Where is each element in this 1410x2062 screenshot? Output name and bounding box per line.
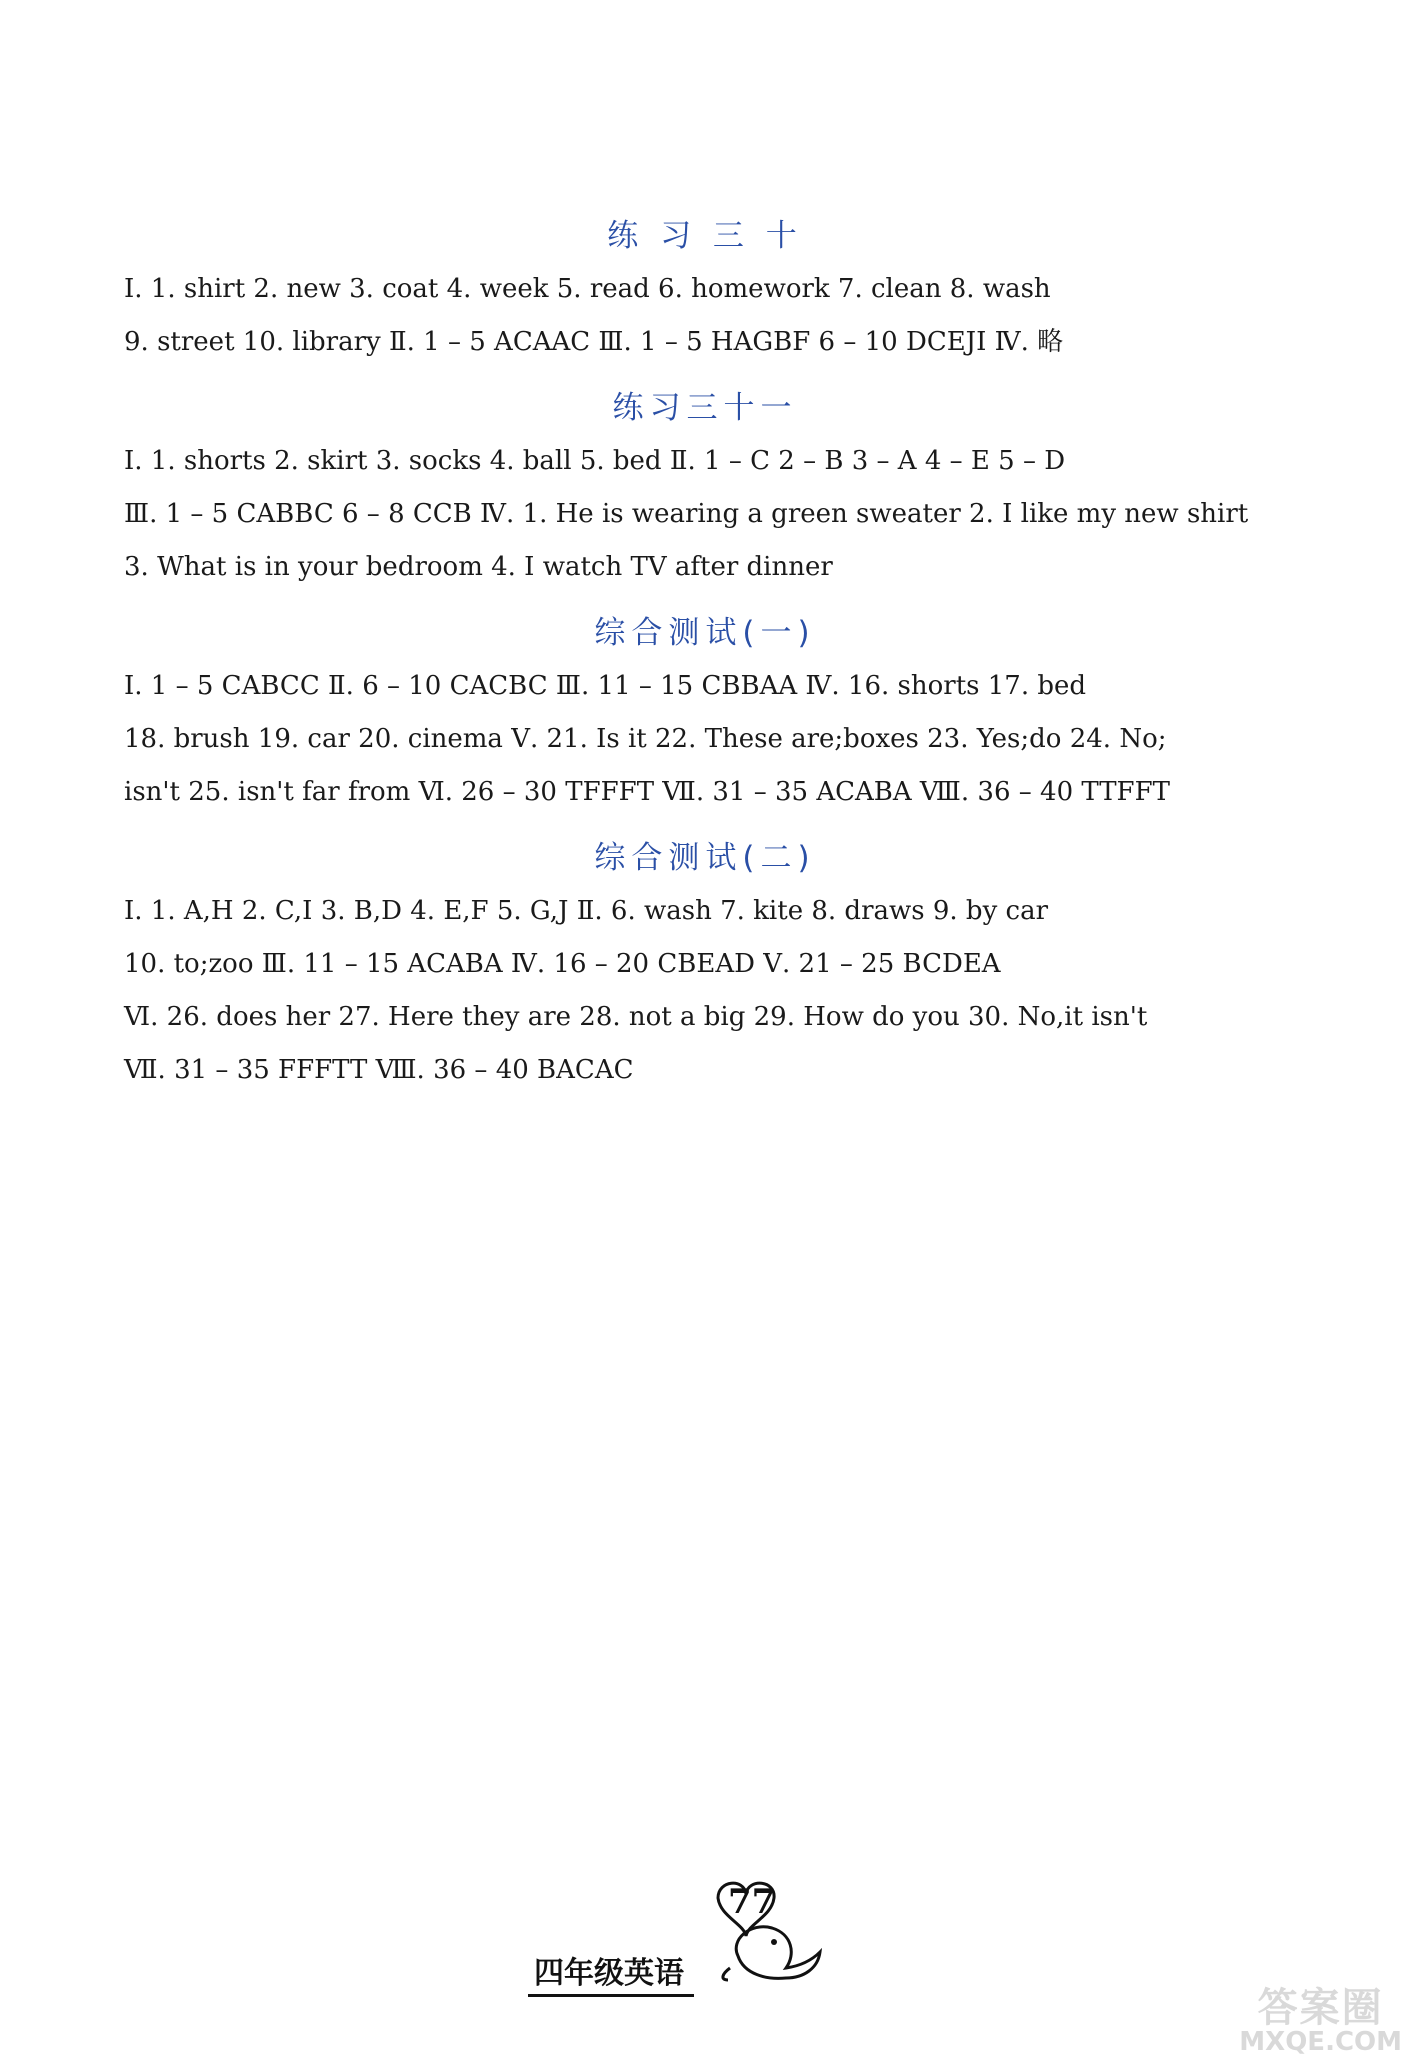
answer-line: Ⅰ. 1 – 5 CABCC Ⅱ. 6 – 10 CACBC Ⅲ. 11 – 15 CBBAA Ⅳ. 16. shorts 17. bed	[124, 671, 1087, 701]
watermark-logo-text: 答案圈	[1257, 1984, 1384, 2031]
answer-line: 9. street 10. library Ⅱ. 1 – 5 ACAAC Ⅲ. 1 – 5 HAGBF 6 – 10 DCEJI Ⅳ. 略	[124, 327, 1064, 357]
answer-line: Ⅰ. 1. shirt 2. new 3. coat 4. week 5. read 6. homework 7. clean 8. wash	[124, 274, 1051, 304]
answer-line: Ⅵ. 26. does her 27. Here they are 28. not a big 29. How do you 30. No,it isn't	[124, 1002, 1148, 1032]
section-heading-exercise-30: 练 习 三 十	[607, 218, 803, 254]
answer-line: 10. to;zoo Ⅲ. 11 – 15 ACABA Ⅳ. 16 – 20 CBEAD Ⅴ. 21 – 25 BCDEA	[124, 949, 1001, 979]
answer-line: Ⅰ. 1. shorts 2. skirt 3. socks 4. ball 5. bed Ⅱ. 1 – C 2 – B 3 – A 4 – E 5 – D	[124, 446, 1066, 476]
answer-line: Ⅶ. 31 – 35 FFFTT Ⅷ. 36 – 40 BACAC	[124, 1055, 634, 1085]
section-heading-comprehensive-test-2: 综合测试(二)	[594, 840, 816, 876]
book-title: 四年级英语	[528, 1948, 694, 1997]
answer-line: Ⅲ. 1 – 5 CABBC 6 – 8 CCB Ⅳ. 1. He is wearing a green sweater 2. I like my new shirt	[124, 499, 1249, 529]
section-heading-exercise-31: 练习三十一	[612, 390, 798, 426]
answer-line: 18. brush 19. car 20. cinema Ⅴ. 21. Is it 22. These are;boxes 23. Yes;do 24. No;	[124, 724, 1167, 754]
answer-line: Ⅰ. 1. A,H 2. C,I 3. B,D 4. E,F 5. G,J Ⅱ. 6. wash 7. kite 8. draws 9. by car	[124, 896, 1049, 926]
site-watermark	[1239, 1984, 1402, 2057]
answer-line: isn't 25. isn't far from Ⅵ. 26 – 30 TFFFT Ⅶ. 31 – 35 ACABA Ⅷ. 36 – 40 TTFFT	[124, 777, 1170, 807]
section-heading-comprehensive-test-1: 综合测试(一)	[594, 615, 816, 651]
watermark-domain: MXQE.COM	[1239, 2026, 1402, 2057]
answer-line: 3. What is in your bedroom 4. I watch TV after dinner	[124, 552, 833, 582]
page-number: 77	[728, 1882, 776, 1922]
